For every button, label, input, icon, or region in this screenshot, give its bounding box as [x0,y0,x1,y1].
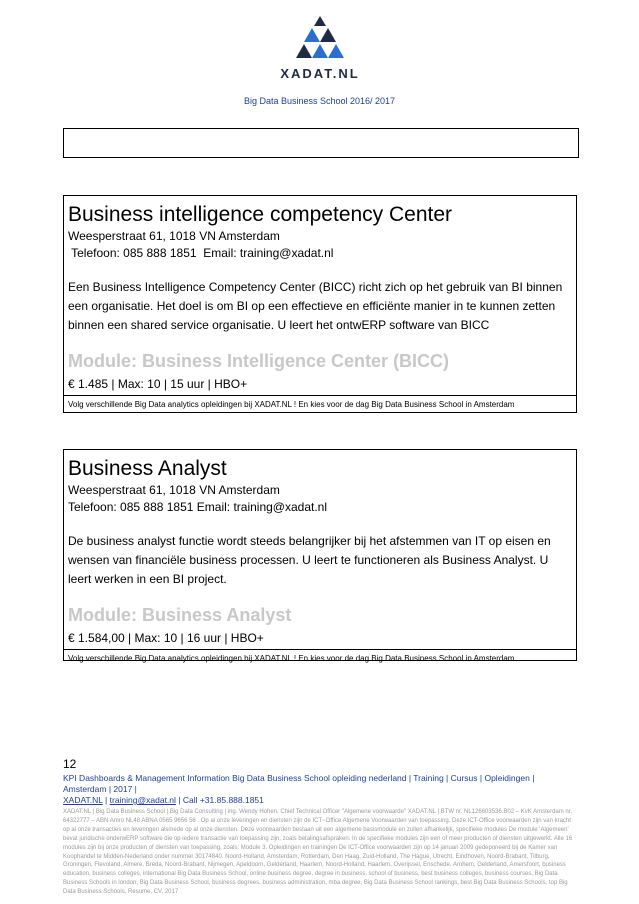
course-title: Business intelligence competency Center [68,203,453,226]
course-module: Module: Business Analyst [68,605,292,625]
course-module: Module: Business Intelligence Center (BICC) [68,351,450,371]
course-contact: Telefoon: 085 888 1851 Email: training@xadat.nl [68,246,334,260]
footer-line [63,773,577,806]
website-link[interactable]: XADAT.NL [63,795,103,805]
footer-phone: | Call +31.85.888.1851 [175,795,264,805]
course-description: De business analyst functie wordt steeds belangrijker bij het afstemmen van IT op eisen en wensen van financiële business processen. U leert te functioneren als Business Analyst. U leert werken in een BI project. [68,534,551,586]
empty-box [63,128,579,158]
footer-separator: | [102,795,110,805]
course-card-bicc [63,195,577,413]
logo-text: XADAT.NL [280,66,360,81]
course-address: Weesperstraat 61, 1018 VN Amsterdam [68,483,280,497]
email-link[interactable]: training@xadat.nl [109,795,176,805]
course-note: Volg verschillende Big Data analytics opleidingen bij XADAT.NL ! En kies voor de dag Big Data Business School in Amsterdam [64,649,576,664]
course-price: € 1.584,00 | Max: 10 | 16 uur | HBO+ [68,631,264,645]
footer-keywords: KPI Dashboards & Management Information Big Data Business School opleiding nederland | Training | Cursus | Opleidingen | Amsterdam | 2017 | [63,773,535,794]
logo-icon [290,14,350,64]
course-contact: Telefoon: 085 888 1851 Email: training@xadat.nl [68,500,328,514]
page-number: 12 [63,757,77,771]
course-price: € 1.485 | Max: 10 | 15 uur | HBO+ [68,377,248,391]
course-card-business-analyst [63,449,577,661]
course-address: Weesperstraat 61, 1018 VN Amsterdam [68,229,280,243]
course-note: Volg verschillende Big Data analytics opleidingen bij XADAT.NL ! En kies voor de dag Big Data Business School in Amsterdam [64,395,576,410]
page-footer [63,757,577,896]
course-title: Business Analyst [68,457,227,480]
page-subtitle: Big Data Business School 2016/ 2017 [243,96,396,106]
logo [270,14,370,84]
footer-fine-print: XADAT.NL | Big Data Business School | Big Data Consulting | ing. Wendy Hohen, Chief Technical Officer "Algemene voorwaarde" XADAT.NL | BTW nr. NL126603536.B02 – KvK Amsterdam nr. 64322777 – ABN Amro NL48 ABNA 0565 9656 56 . Op al onze leveringen en diensten zijn de ICT~Office Algemene Voorwaarden van toepassing. Deze ICT-Office voorwaarden zijn van kracht op al onze transacties en leveringen alsmede op al onze diensten. Deze voorwaarden bestaan uit een algemene basismodule en zullen afhankelijk, specifieke modules De module 'Algemeen' bevat juridische onderwERP software die op iedere transactie van toepassing zijn, zoals betalingsafspraken. In de specifieke modules zijn een of meer producten of diensten uitgewerkt. Alle 16 modules zijn bij onze producten of diensten van toepassing, zoals: Module 3. Opleidingen en trainingen De ICT-Office voorwaarden zijn op 14 januari 2009 gedeponeerd bij de Kamer van Koophandel te Midden-Nederland onder nummer 30174840. Noord-Holland, Amsterdam, Rotterdam, Den Haag, Zuid-Holland, The Hague, Utrecht, Eindhoven, Noord-Brabant, Tilburg, Groningen, Flevoland, Almere, Breda, Noord-Brabant, Nijmegen, Apeldoorn, Gelderland, Haarlem, Noord-Holland, Haarlem, Overijssel, Enschede, Arnhem, Gelderland, Amersfoort, business education, business colleges, international Big Data Business School, online business degree, degree in business, school of business, best business colleges, business courses, Big Data Business Schools in london, Big Data Business School, business degrees, business administration, mba degree, Big Data Business School rankings, best Big Data Business Schools, top Big Data Business Schools, Resume, CV, 2017 [63,809,573,896]
course-description: Een Business Intelligence Competency Center (BICC) richt zich op het gebruik van BI binnen een organisatie. Het doel is om BI op een effectieve en efficiënte manier in te kunnen zetten binnen een shared service organisatie. U leert het ontwERP software van BICC [68,280,563,332]
